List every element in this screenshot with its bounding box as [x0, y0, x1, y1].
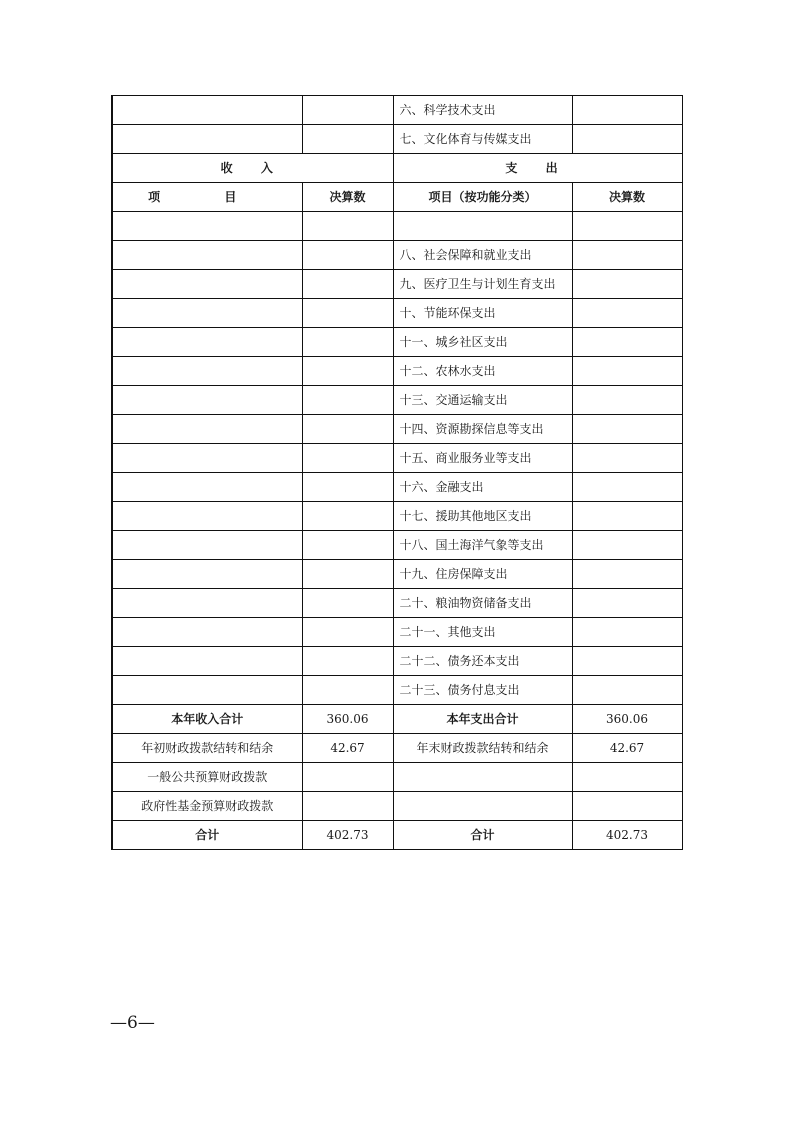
section-header-row: [112, 154, 682, 183]
gov-fund-value: [302, 792, 393, 821]
expense-item-cell: 七、文化体育与传媒支出: [393, 125, 572, 154]
expense-item-cell: 二十、粮油物资储备支出: [393, 589, 572, 618]
expense-total-label: 本年支出合计: [393, 705, 572, 734]
expense-item-cell: [393, 212, 572, 241]
general-budget-value: [302, 763, 393, 792]
expense-item-cell: 九、医疗卫生与计划生育支出: [393, 270, 572, 299]
income-item-cell: [112, 589, 302, 618]
income-amount-cell: [302, 589, 393, 618]
income-total-value: 360.06: [302, 705, 393, 734]
empty-cell: [572, 792, 682, 821]
expense-item-cell: 十三、交通运输支出: [393, 386, 572, 415]
table-row: [112, 299, 682, 328]
income-item-cell: [112, 647, 302, 676]
income-amount-cell: [302, 502, 393, 531]
table-row: [112, 618, 682, 647]
expense-rows: [112, 212, 682, 705]
income-amount-cell: [302, 386, 393, 415]
general-budget-label: 一般公共预算财政拨款: [112, 763, 302, 792]
income-item-cell: [112, 270, 302, 299]
expense-amount-header: 决算数: [572, 183, 682, 212]
expense-amount-cell: [572, 502, 682, 531]
income-section-header: 收 入: [112, 154, 393, 183]
general-budget-row: [112, 763, 682, 792]
expense-item-cell: 十五、商业服务业等支出: [393, 444, 572, 473]
income-amount-cell: [302, 125, 393, 154]
income-amount-cell: [302, 560, 393, 589]
table-row: [112, 357, 682, 386]
expense-amount-cell: [572, 444, 682, 473]
income-amount-cell: [302, 96, 393, 125]
income-amount-header: 决算数: [302, 183, 393, 212]
income-item-cell: [112, 299, 302, 328]
income-amount-cell: [302, 357, 393, 386]
income-item-cell: [112, 212, 302, 241]
expense-amount-cell: [572, 357, 682, 386]
expense-item-cell: 十一、城乡社区支出: [393, 328, 572, 357]
expense-amount-cell: [572, 96, 682, 125]
empty-cell: [393, 792, 572, 821]
expense-amount-cell: [572, 212, 682, 241]
expense-total-value: 360.06: [572, 705, 682, 734]
grand-total-row: [112, 821, 682, 850]
expense-item-cell: 十八、国土海洋气象等支出: [393, 531, 572, 560]
totals-row: [112, 705, 682, 734]
income-amount-cell: [302, 241, 393, 270]
income-amount-cell: [302, 299, 393, 328]
income-amount-cell: [302, 531, 393, 560]
grand-total-income-value: 402.73: [302, 821, 393, 850]
income-item-cell: [112, 328, 302, 357]
expense-item-cell: 六、科学技术支出: [393, 96, 572, 125]
income-item-cell: [112, 502, 302, 531]
expense-item-cell: 十七、援助其他地区支出: [393, 502, 572, 531]
income-amount-cell: [302, 444, 393, 473]
table-row: [112, 531, 682, 560]
income-item-cell: [112, 676, 302, 705]
table-row: [112, 212, 682, 241]
income-total-label: 本年收入合计: [112, 705, 302, 734]
grand-total-expense-label: 合计: [393, 821, 572, 850]
expense-amount-cell: [572, 270, 682, 299]
grand-total-income-label: 合计: [112, 821, 302, 850]
income-amount-cell: [302, 647, 393, 676]
table-row: [112, 386, 682, 415]
income-item-cell: [112, 96, 302, 125]
carry-out-label: 年末财政拨款结转和结余: [393, 734, 572, 763]
table-row: [112, 676, 682, 705]
carry-in-value: 42.67: [302, 734, 393, 763]
table-row: [112, 589, 682, 618]
expense-amount-cell: [572, 386, 682, 415]
income-item-cell: [112, 386, 302, 415]
expense-item-cell: 二十三、债务付息支出: [393, 676, 572, 705]
table-row: [112, 328, 682, 357]
expense-item-cell: 八、社会保障和就业支出: [393, 241, 572, 270]
income-expense-table: [111, 95, 683, 850]
income-amount-cell: [302, 212, 393, 241]
expense-item-cell: 十六、金融支出: [393, 473, 572, 502]
income-amount-cell: [302, 328, 393, 357]
empty-cell: [572, 763, 682, 792]
income-item-header: 项 目: [112, 183, 302, 212]
income-item-cell: [112, 618, 302, 647]
income-item-cell: [112, 241, 302, 270]
income-item-cell: [112, 560, 302, 589]
table-row: [112, 415, 682, 444]
expense-item-header: 项目（按功能分类）: [393, 183, 572, 212]
carry-out-value: 42.67: [572, 734, 682, 763]
expense-amount-cell: [572, 676, 682, 705]
totals-body: [112, 705, 682, 850]
table-row: [112, 444, 682, 473]
table-row: [112, 647, 682, 676]
expense-amount-cell: [572, 328, 682, 357]
table-row: [112, 241, 682, 270]
table-row: [112, 270, 682, 299]
table-row: [112, 96, 682, 125]
table-row: [112, 502, 682, 531]
expense-item-cell: 十二、农林水支出: [393, 357, 572, 386]
expense-amount-cell: [572, 415, 682, 444]
table-row: [112, 473, 682, 502]
expense-amount-cell: [572, 125, 682, 154]
gov-fund-row: [112, 792, 682, 821]
expense-amount-cell: [572, 560, 682, 589]
expense-amount-cell: [572, 299, 682, 328]
expense-item-cell: 二十二、债务还本支出: [393, 647, 572, 676]
income-amount-cell: [302, 618, 393, 647]
expense-item-cell: 二十一、其他支出: [393, 618, 572, 647]
income-item-cell: [112, 125, 302, 154]
expense-section-header: 支 出: [393, 154, 682, 183]
table-row: [112, 560, 682, 589]
income-item-cell: [112, 415, 302, 444]
income-item-cell: [112, 473, 302, 502]
carry-in-label: 年初财政拨款结转和结余: [112, 734, 302, 763]
expense-amount-cell: [572, 241, 682, 270]
expense-amount-cell: [572, 589, 682, 618]
column-header-row: [112, 183, 682, 212]
carryover-row: [112, 734, 682, 763]
table-row: [112, 125, 682, 154]
income-amount-cell: [302, 473, 393, 502]
income-amount-cell: [302, 676, 393, 705]
expense-amount-cell: [572, 618, 682, 647]
expense-amount-cell: [572, 473, 682, 502]
income-amount-cell: [302, 415, 393, 444]
income-item-cell: [112, 444, 302, 473]
income-item-cell: [112, 531, 302, 560]
page-number: —6—: [110, 1013, 155, 1033]
income-item-cell: [112, 357, 302, 386]
table-body: [112, 96, 682, 212]
income-amount-cell: [302, 270, 393, 299]
grand-total-expense-value: 402.73: [572, 821, 682, 850]
expense-amount-cell: [572, 531, 682, 560]
empty-cell: [393, 763, 572, 792]
gov-fund-label: 政府性基金预算财政拨款: [112, 792, 302, 821]
expense-amount-cell: [572, 647, 682, 676]
expense-item-cell: 十、节能环保支出: [393, 299, 572, 328]
expense-item-cell: 十九、住房保障支出: [393, 560, 572, 589]
expense-item-cell: 十四、资源勘探信息等支出: [393, 415, 572, 444]
